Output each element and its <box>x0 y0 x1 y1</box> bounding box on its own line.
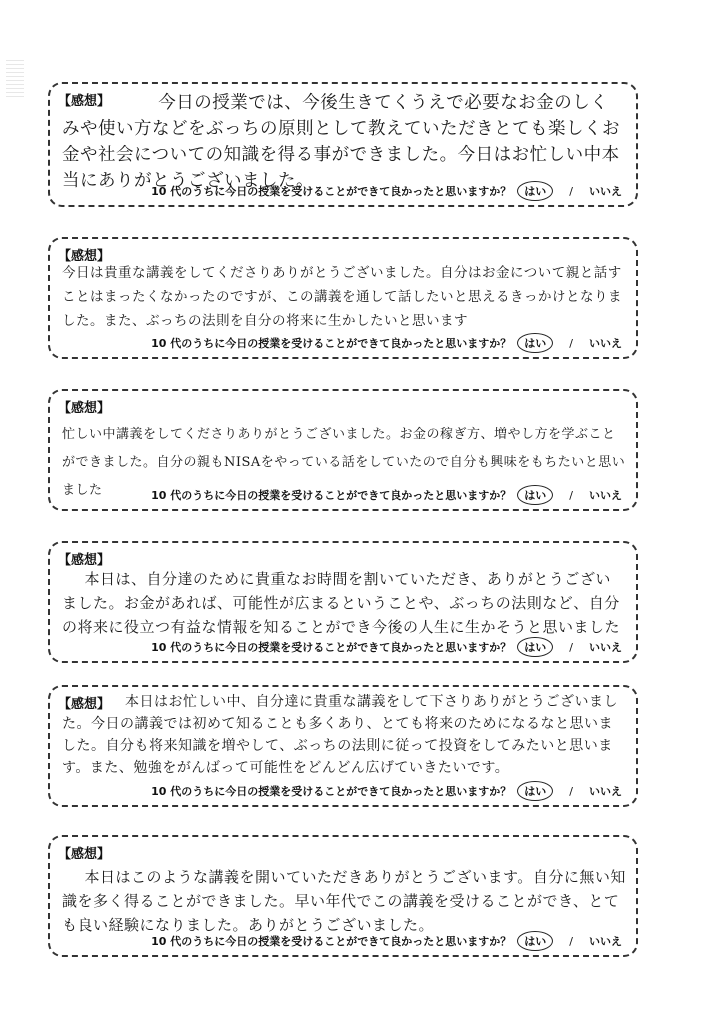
option-yes-circled[interactable]: はい <box>517 781 553 801</box>
question-row <box>151 485 622 505</box>
comment-line: なるなと思いました。自分も将来知識を増やして、ぶっちの法則に従って投資 <box>62 716 613 754</box>
handwritten-comment <box>62 865 626 937</box>
question-row <box>151 181 622 201</box>
option-no[interactable]: いいえ <box>589 185 622 198</box>
card-label: 【感想】 <box>58 249 111 264</box>
question-text: 10 代のうちに今日の授業を受けることができて良かったと思いますか？ <box>151 641 512 654</box>
scan-artifact <box>6 60 24 100</box>
question-text: 10 代のうちに今日の授業を受けることができて良かったと思いますか？ <box>151 489 512 502</box>
comment-card-2 <box>48 237 638 359</box>
option-no[interactable]: いいえ <box>589 337 622 350</box>
option-separator: / <box>569 784 573 798</box>
comment-line: 思いました <box>542 618 621 636</box>
option-no[interactable]: いいえ <box>589 935 622 948</box>
question-row <box>151 333 622 353</box>
comment-card-1 <box>48 82 638 207</box>
card-label: 【感想】 <box>58 697 111 712</box>
comment-card-3 <box>48 389 638 511</box>
option-no[interactable]: いいえ <box>589 641 622 654</box>
comment-line: 忙しい中講義をしてくださりありがとうございました。お金の稼ぎ方、増やし方を学ぶこ <box>62 427 603 442</box>
card-label: 【感想】 <box>58 847 111 862</box>
option-yes-circled[interactable]: はい <box>517 333 553 353</box>
comment-line: 本日はお忙しい中、自分達に貴重な講義をして下さりありがとうござ <box>125 694 575 710</box>
comment-line: 親と話すことはまったくなかったのですが、この講義を通して話したいと <box>62 265 622 305</box>
handwritten-comment <box>62 567 626 639</box>
comment-line: いました。今日の講義では初めて知ることも多くあり、とても将来のために <box>62 694 618 732</box>
option-separator: / <box>569 184 573 198</box>
card-label: 【感想】 <box>58 553 111 568</box>
comment-line: した。今日はお忙しい中本当にありがとうございました。 <box>62 145 620 191</box>
comment-line: 今日の授業では、今後生きてくうえで必要なお金の <box>158 93 573 113</box>
question-text: 10 代のうちに今日の授業を受けることができて良かったと思いますか？ <box>151 337 512 350</box>
comment-line: ざいました。お金があれば、可能性が広まるということや、ぶっちの法則な <box>62 570 611 612</box>
comment-card-4 <box>48 541 638 663</box>
comment-line: 本日はこのような講義を開いていただきありがとうございます。 <box>84 868 533 886</box>
comment-line: をしてみたいと思います。また、勉強をがんばって可能性をどんどん広げていきた <box>62 738 613 776</box>
handwritten-comment <box>62 691 626 779</box>
option-no[interactable]: いいえ <box>589 785 622 798</box>
option-yes-circled[interactable]: はい <box>517 485 553 505</box>
option-separator: / <box>569 488 573 502</box>
comment-line: しくみや使い方などをぶっちの原則として教えていただき <box>62 93 609 139</box>
question-text: 10 代のうちに今日の授業を受けることができて良かったと思いますか？ <box>151 935 512 948</box>
comment-line: を受けることができ、とても良い経験になりました。ありがとうございました。 <box>62 892 620 934</box>
comment-line: 今日は貴重な講義をしてくださりありがとうございました。自分はお金について <box>62 265 566 281</box>
comment-line: とができました。自分の親もNISAをやっている話をしていたので自分も興味をもちたいと思いました <box>62 427 626 498</box>
question-text: 10 代のうちに今日の授業を受けることができて良かったと思いますか？ <box>151 785 512 798</box>
option-separator: / <box>569 336 573 350</box>
comment-line: 自分に無い知識を多く得ることができました。早い年代でこの講義 <box>62 868 626 910</box>
comment-line: 思えるきっかけとなりました。また、ぶっちの法則を自分の将来に生かしたいと思います <box>62 289 622 329</box>
option-yes-circled[interactable]: はい <box>517 181 553 201</box>
handwritten-comment <box>62 90 626 194</box>
option-separator: / <box>569 934 573 948</box>
handwritten-comment <box>62 261 626 333</box>
question-row <box>151 637 622 657</box>
comment-line: 本日は、自分達のために貴重なお時間を割いていただき、ありがとうご <box>84 570 580 588</box>
comment-line: とても楽しくお金や社会についての知識を得る事ができま <box>62 119 620 165</box>
comment-line: ど、自分の将来に役立つ有益な情報を知ることができ今後の人生に生かそうと <box>62 594 620 636</box>
option-separator: / <box>569 640 573 654</box>
option-yes-circled[interactable]: はい <box>517 931 553 951</box>
comment-card-6 <box>48 835 638 957</box>
question-row <box>151 781 622 801</box>
question-text: 10 代のうちに今日の授業を受けることができて良かったと思いますか？ <box>151 185 512 198</box>
card-label: 【感想】 <box>58 94 111 109</box>
option-no[interactable]: いいえ <box>589 489 622 502</box>
question-row <box>151 931 622 951</box>
option-yes-circled[interactable]: はい <box>517 637 553 657</box>
comment-card-5 <box>48 685 638 807</box>
comment-line: いです。 <box>452 760 510 776</box>
card-label: 【感想】 <box>58 401 111 416</box>
